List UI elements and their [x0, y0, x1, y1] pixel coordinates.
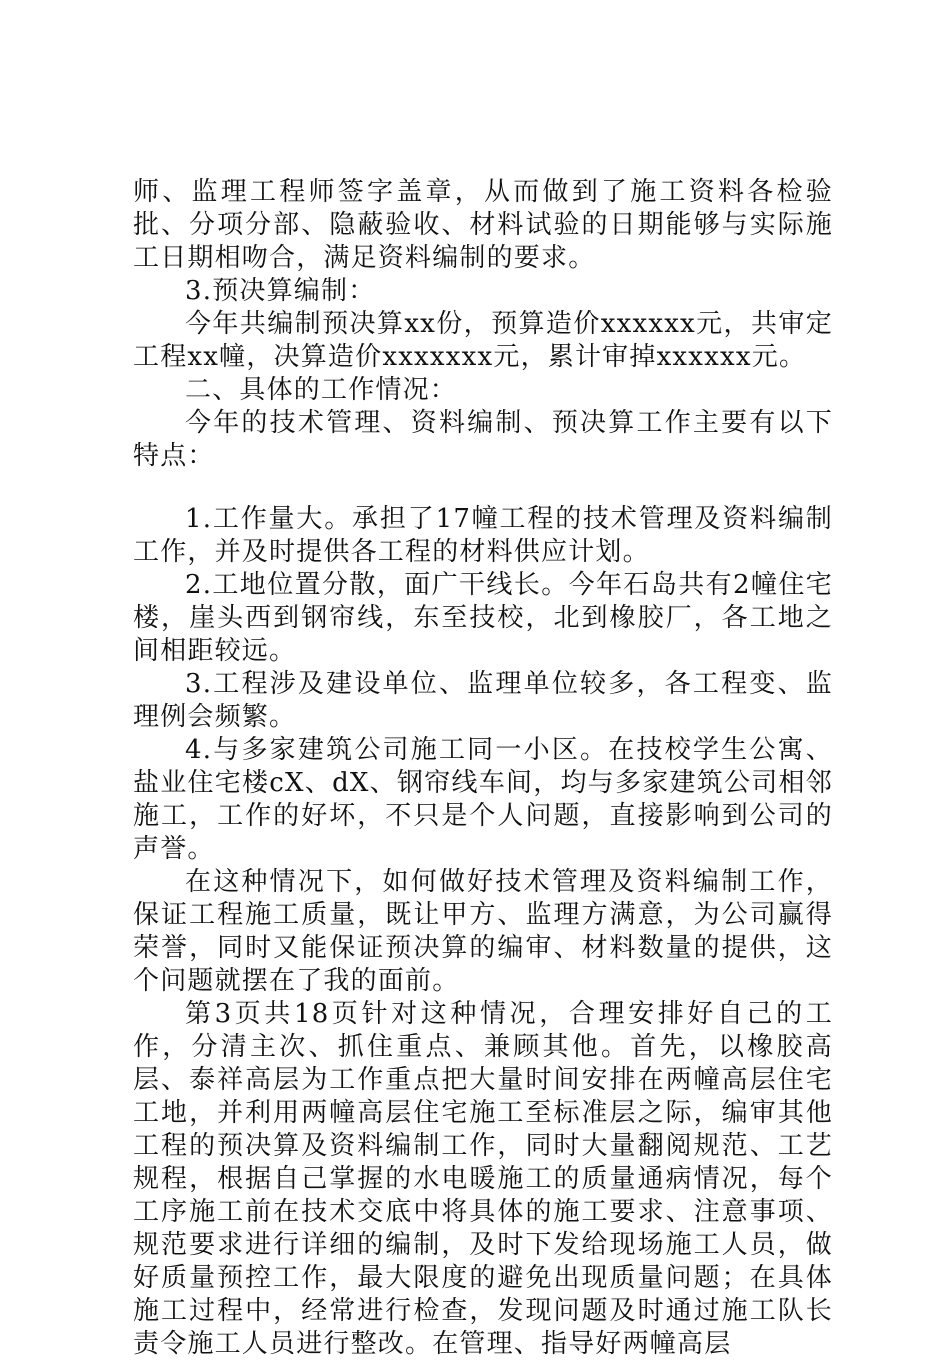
paragraph-budget-summary: 今年共编制预决算xx份，预算造价xxxxxx元，共审定工程xx幢，决算造价xxxxxxx元，累计审掉xxxxxx元。 [133, 309, 833, 372]
paragraph-approach: 第3页共18页针对这种情况，合理安排好自己的工作，分清主次、抓住重点、兼顾其他。首先，以橡胶高层、泰祥高层为工作重点把大量时间安排在两幢高层住宅工地，并利用两幢高层住宅施工至标准层之际，编审其他工程的预决算及资料编制工作，同时大量翻阅规范、工艺规程，根据自己掌握的水电暖施工的质量通病情况，每个工序施工前在技术交底中将具体的施工要求、注意事项、规范要求进行详细的编制，及时下发给现场施工人员，做好质量预控工作，最大限度的避免出现质量问题；在具体施工过程中，经常进行检查，发现问题及时通过施工队长责令施工人员进行整改。在管理、指导好两幢高层 [133, 999, 833, 1359]
paragraph-features-intro: 今年的技术管理、资料编制、预决算工作主要有以下特点： [133, 408, 833, 471]
heading-work-situation: 二、具体的工作情况： [185, 375, 458, 405]
list-item-many-units: 3.工程涉及建设单位、监理单位较多，各工程变、监理例会频繁。 [133, 669, 833, 732]
paragraph-challenge: 在这种情况下，如何做好技术管理及资料编制工作，保证工程施工质量，既让甲方、监理方满意，为公司赢得荣誉，同时又能保证预决算的编审、材料数量的提供，这个问题就摆在了我的面前。 [133, 867, 833, 996]
paragraph-continuation: 师、监理工程师签字盖章，从而做到了施工资料各检验批、分项分部、隐蔽验收、材料试验的日期能够与实际施工日期相吻合，满足资料编制的要求。 [133, 177, 833, 273]
list-item-shared-site: 4.与多家建筑公司施工同一小区。在技校学生公寓、盐业住宅楼cX、dX、钢帘线车间，均与多家建筑公司相邻施工，工作的好坏，不只是个人问题，直接影响到公司的声誉。 [133, 735, 833, 864]
list-item-dispersed-sites: 2.工地位置分散，面广干线长。今年石岛共有2幢住宅楼，崖头西到钢帘线，东至技校，北到橡胶厂，各工地之间相距较远。 [133, 570, 833, 666]
list-item-workload: 1.工作量大。承担了17幢工程的技术管理及资料编制工作，并及时提供各工程的材料供应计划。 [133, 504, 833, 567]
document-body [133, 176, 833, 1361]
heading-budget-compilation: 3.预决算编制： [185, 276, 376, 306]
